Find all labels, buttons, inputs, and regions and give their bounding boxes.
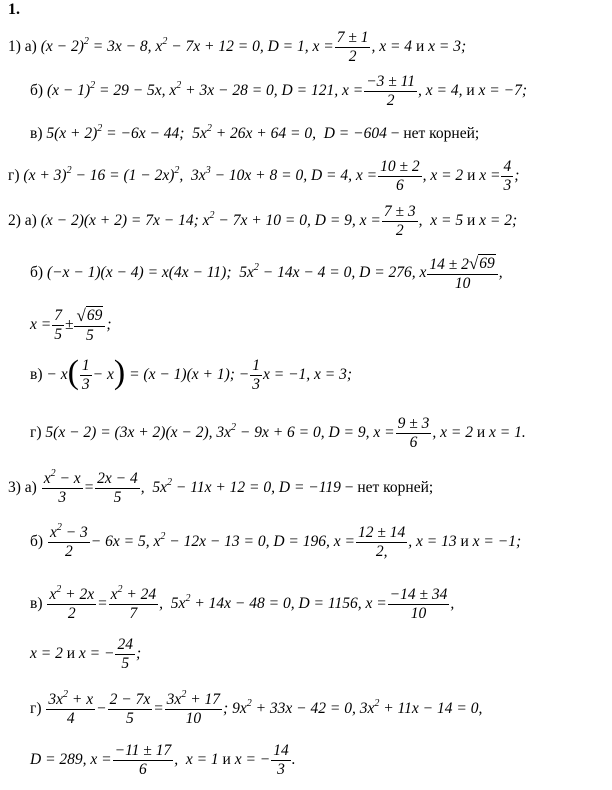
line-2b-continued: x = $\frac{7}{5}$ ± √ 69 5 ; xyxy=(30,305,112,344)
line-3b: б) $\frac{x^2 - 3}{2}$ − 6x = 5, $x^2 - 12x - 13 = 0$, D = 196, x = $\frac{12 \pm 14}{2,}$ , x = 13 и x = −1; xyxy=(30,521,522,560)
line-2v: в) − x ( $\frac{1}{3}$ − x ) = (x − 1)(x + 1); − $\frac{1}{3}$ x = −1, x = 3; xyxy=(30,354,353,393)
line-3a: 3) а) $\frac{x^2 - x}{3}$ = $\frac{2x - 4}{5}$ , $5x^2 - 11x + 12 = 0$, D = −119 − нет корней; xyxy=(8,467,434,506)
line-3g: г) $\frac{3x^2 + x}{4}$ − $\frac{2 - 7x}{5}$ = $\frac{3x^2 + 17}{10}$ ; $9x^2 + 33x - 42 = 0$, $3x^2 + 11x - 14 = 0$, xyxy=(30,688,483,727)
problem-number: 1. xyxy=(8,1,20,18)
line-1g: г) $(x + 3)^2 - 16 = (1 - 2x)^2$, $3x^3 - 10x + 8 = 0$, D = 4, x = $\frac{10 \pm 2}{6}$ , x = 2 и x = $\frac{4}{3}$ ; xyxy=(8,157,520,194)
line-1v: в) $5(x + 2)^2 = -6x - 44$; $5x^2 + 26x + 64 = 0$, D = −604 − нет корней; xyxy=(30,123,480,143)
line-3v-continued: x = 2 и x = − $\frac{24}{5}$ ; xyxy=(30,635,142,672)
line-1b: б) $(x - 1)^2 = 29 - 5x$, $x^2 + 3x - 28 = 0$, D = 121, x = $\frac{-3 \pm 11}{2}$ , x = 4, и x = −7; xyxy=(30,72,527,109)
line-1a: 1) а) $(x - 2)^2 = 3x - 8$, $x^2 - 7x + 12 = 0$, D = 1, x = $\frac{7 \pm 1}{2}$ , x = 4 и x = 3; xyxy=(8,28,467,65)
line-2a: 2) а) (x − 2)(x + 2) = 7x − 14; $x^2 - 7x + 10 = 0$, D = 9, x = $\frac{7 \pm 3}{2}$ , x = 5 и x = 2; xyxy=(8,202,518,239)
line-3v: в) $\frac{x^2 + 2x}{2}$ = $\frac{x^2 + 24}{7}$ , $5x^2 + 14x - 48 = 0$, D = 1156, x = $\frac{-14 \pm 34}{10}$ , xyxy=(30,583,455,622)
line-2g: г) 5(x − 2) = (3x + 2)(x − 2), $3x^2 - 9x + 6 = 0$, D = 9, x = $\frac{9 \pm 3}{6}$ , x = 2 и x = 1. xyxy=(30,414,526,451)
line-3g-continued: D = 289, x = $\frac{-11 \pm 17}{6}$ , x = 1 и x = − $\frac{14}{3}$ . xyxy=(30,741,296,778)
line-2b: б) (−x − 1)(x − 4) = x(4x − 11); $5x^2 - 14x - 4 = 0$, D = 276, x 14 ± 2 √ 69 10 , xyxy=(30,253,503,292)
